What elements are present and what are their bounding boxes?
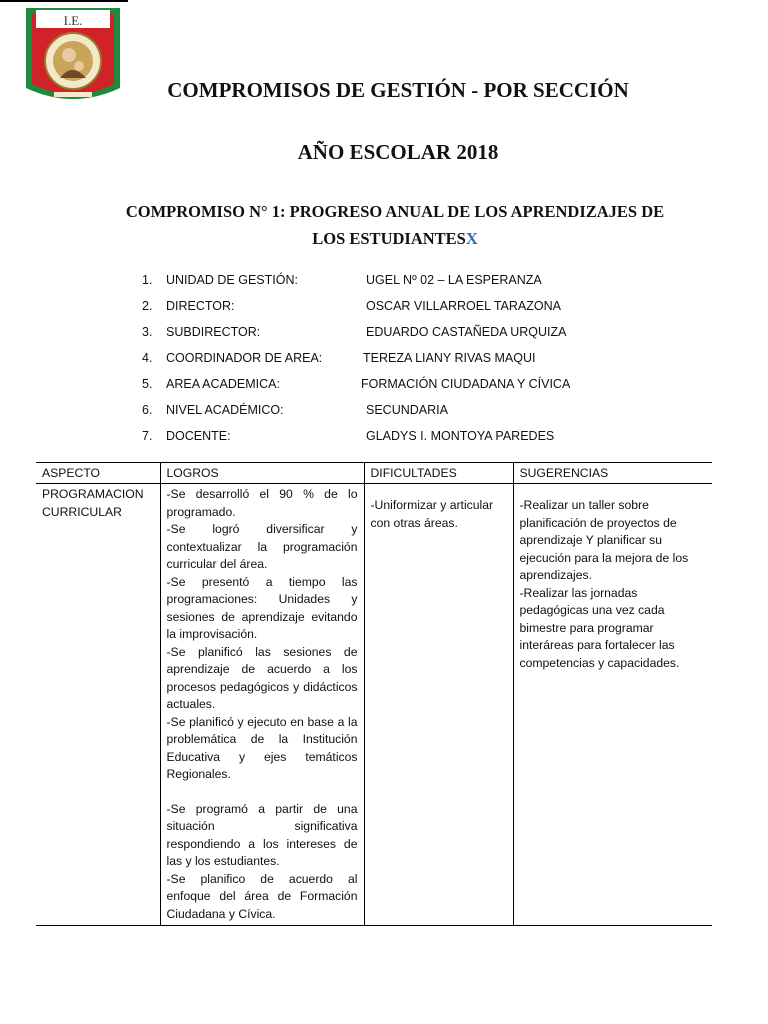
top-rule (0, 0, 128, 2)
logro-item: -Se programó a partir de una situación significativa respondiendo a los intereses de las y los estudiantes. (166, 801, 358, 868)
info-label: NIVEL ACADÉMICO: (166, 403, 284, 417)
logro-item: -Se planifico de acuerdo al enfoque del área de Formación Ciudadana y Cívica. (166, 871, 358, 921)
document-title: COMPROMISOS DE GESTIÓN - POR SECCIÓN (167, 78, 629, 102)
info-item (142, 296, 702, 322)
cell-sugerencias (513, 484, 712, 926)
info-list (142, 270, 702, 452)
info-number: 1. (142, 273, 153, 287)
info-label: AREA ACADEMICA: (166, 377, 280, 391)
dificultad-item: -Uniformizar y articular con otras áreas. (370, 498, 494, 530)
info-number: 2. (142, 299, 153, 313)
info-value: SECUNDARIA (366, 403, 448, 417)
header-sugerencias: SUGERENCIAS (513, 463, 712, 484)
logro-item: -Se planificó las sesiones de aprendizaje de acuerdo a los procesos pedagógicos y didácticos actuales. (166, 644, 358, 711)
info-number: 7. (142, 429, 153, 443)
info-value: EDUARDO CASTAÑEDA URQUIZA (366, 325, 567, 339)
table-row (36, 484, 712, 926)
info-item (142, 348, 702, 374)
info-item (142, 374, 702, 400)
logro-item: -Se presentó a tiempo las programaciones: Unidades y sesiones de aprendizaje evitando la improvisación. (166, 574, 358, 641)
commitment-line-2 (95, 225, 695, 252)
info-label: DOCENTE: (166, 429, 231, 443)
sugerencia-item: -Realizar un taller sobre planificación de proyectos de aprendizaje Y planificar su ejecución para la mejora de los aprendizajes. (519, 498, 689, 582)
info-number: 4. (142, 351, 153, 365)
school-year: AÑO ESCOLAR 2018 (297, 140, 499, 164)
commitment-line-2-text: LOS ESTUDIANTES (312, 229, 466, 248)
info-number: 6. (142, 403, 153, 417)
header-dificultades: DIFICULTADES (364, 463, 513, 484)
commitment-mark: X (465, 229, 478, 248)
info-item (142, 322, 702, 348)
cell-aspecto: PROGRAMACION CURRICULAR (36, 484, 160, 926)
info-label: COORDINADOR DE AREA: (166, 351, 323, 365)
info-label: DIRECTOR: (166, 299, 235, 313)
info-item (142, 270, 702, 296)
logro-item: -Se planificó y ejecuto en base a la problemática de la Institución Educativa y ejes temáticos Regionales. (166, 714, 358, 781)
achievements-table (36, 462, 712, 926)
info-label: UNIDAD DE GESTIÓN: (166, 273, 298, 287)
info-item (142, 400, 702, 426)
info-value: GLADYS I. MONTOYA PAREDES (366, 429, 555, 443)
info-value: OSCAR VILLARROEL TARAZONA (366, 299, 561, 313)
logro-item: -Se logró diversificar y contextualizar la programación curricular del área. (166, 522, 358, 571)
info-value: TEREZA LIANY RIVAS MAQUI (363, 351, 536, 365)
commitment-heading (95, 198, 695, 252)
info-number: 3. (142, 325, 153, 339)
logo-text: I.E. (63, 13, 83, 28)
info-value: UGEL Nº 02 – LA ESPERANZA (366, 273, 542, 287)
logro-item: -Se desarrolló el 90 % de lo programado. (166, 487, 358, 519)
header-aspecto: ASPECTO (36, 463, 160, 484)
sugerencia-item: -Realizar las jornadas pedagógicas una vez cada bimestre para programar interáreas para fortalecer las competencias y capacidades. (519, 585, 680, 670)
cell-logros (160, 484, 364, 926)
info-number: 5. (142, 377, 153, 391)
cell-dificultades (364, 484, 513, 926)
info-value: FORMACIÓN CIUDADANA Y CÍVICA (361, 377, 571, 391)
info-label: SUBDIRECTOR: (166, 325, 261, 339)
info-item (142, 426, 702, 452)
header-logros: LOGROS (160, 463, 364, 484)
commitment-line-1: COMPROMISO N° 1: PROGRESO ANUAL DE LOS APRENDIZAJES DE (125, 202, 665, 221)
table-header-row (36, 463, 712, 484)
